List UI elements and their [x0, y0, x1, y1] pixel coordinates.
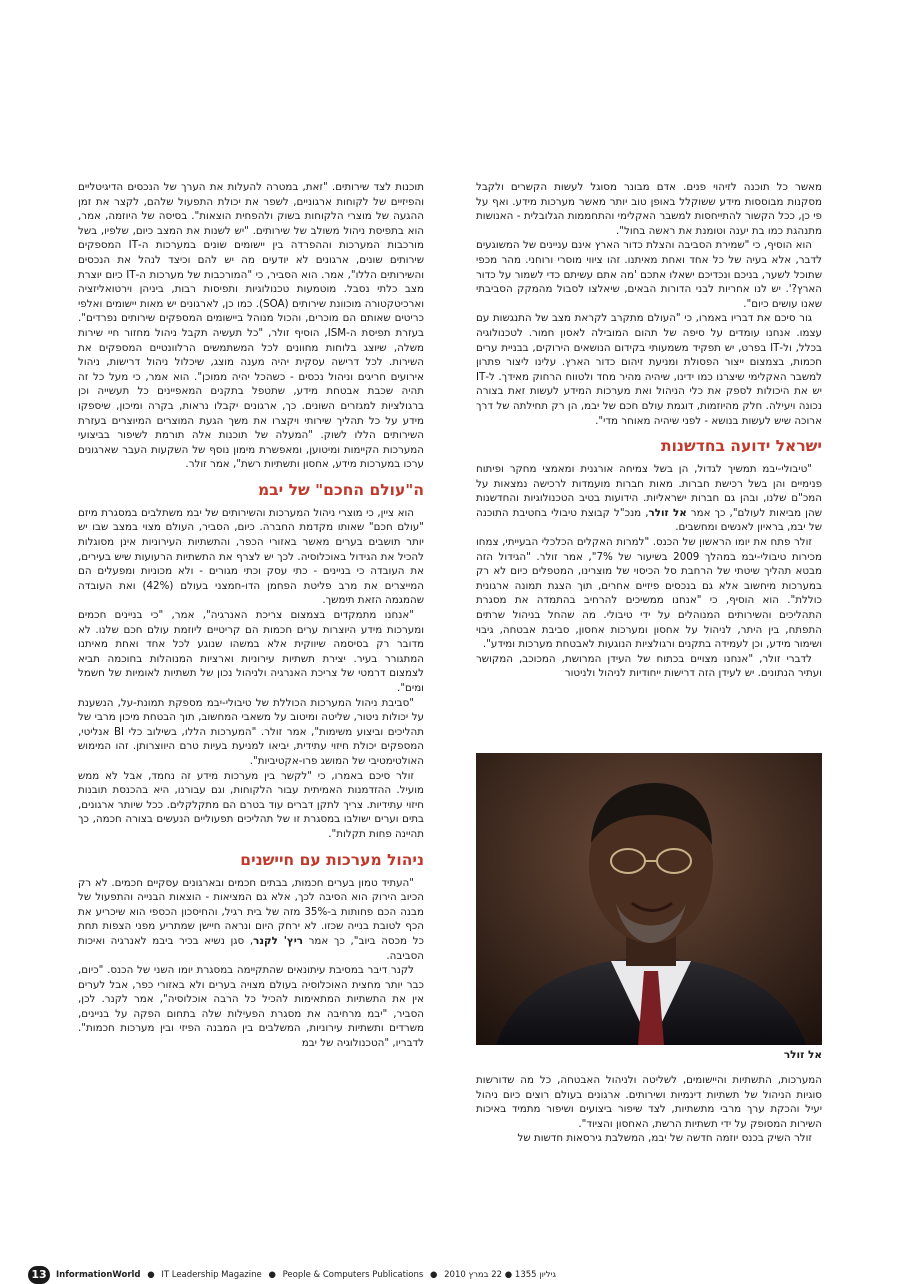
paragraph-text: , מנכ"ל קבוצת טיבולי בחטיבת התוכנה של יבמ, בראיון לאנשים ומחשבים.: [476, 506, 822, 534]
footer-magazine: IT Leadership Magazine: [161, 1270, 262, 1280]
person-name: אל זולר: [648, 506, 687, 519]
paragraph: לדברי זולר, "אנחנו מצויים בכתוח של העידן המרושת, המכוכב, המקושר ועתיר הנתונים. יש לעידן הזה דרישות ייחודיות לניהול ולניטור: [476, 652, 822, 680]
paragraph: "סביבת ניהול המערכות הכוללת של טיבולי-יבמ מספקת תמונת-על, הנשענת על יכולות ניטור, שליטה ומיטוב על משאבי המחשוב, תוך הבטחת מיכון מרבי של תהליכים וביצוע משימות", אמר זולר. "המערכות הללו, בשילוב כלי BI אנליטי, המספקים יכולת חיזוי עתידית, יביאו למניעת בעיות טרם היווצרותן. זהו המימוש האולטימטיבי של המושג פרו-אקטיביות".: [78, 696, 425, 767]
paragraph: זולר השיק בכנס יוזמה חדשה של יבמ, המשלבת גירסאות חדשות של: [517, 1132, 812, 1145]
page-number: 13: [28, 1266, 50, 1284]
paragraph: זולר סיכם באמרו, כי "לקשר בין מערכות מידע זה נחמד, אבל לא ממש מועיל. ההזדמנות האמיתית עבור הלקוחות, וגם עבורנו, היא בהכנסת תובנות חיזוי עתידיות. צריך לתקן דברים עוד בטרם הם מתקלקלים. ככל שיותר ארגונים, בתים וערים ישולבו במסגרת זו של תהליכים תפעוליים הנעשים בצורה חכמה, כך תהיינה פחות תקלות".: [78, 769, 424, 840]
subheading-smart-world: ה"עולם החכם" של יבמ: [257, 480, 424, 499]
paragraph: המערכות, התשתיות והיישומים, לשליטה ולניהול האבטחה, כל מה שדורשות סוגיות הניהול של תשתיות דינמיות ושירותים. ארגונים בעולם רוצים כיום ניהול יעיל והכקת ערך מרבי מתשתיות, לצד שיפור ביצועים ושיפור מתמיד באיכות השירות המסופק על ידי תשתיות הרשת, האחסון והציוד".: [476, 1074, 822, 1130]
portrait-illustration: [476, 753, 822, 1045]
article-column-right: [476, 180, 822, 681]
person-name: ריץ' לקנר: [253, 934, 303, 947]
footer-issue: גיליון 1355 ● 22 במרץ 2010: [444, 1270, 557, 1280]
paragraph-text: , סגן נשיא בכיר ביבמ לאנרגיה ואיכות הסביבה.: [78, 934, 424, 962]
bullet-icon: ●: [147, 1270, 155, 1280]
paragraph: תוכנות לצד שירותים. "זאת, במטרה להעלות את הערך של הנכסים הדיגיטליים והפיזיים של לקוחות ארגוניים, לשפר את יכולת התפעול שלהם, לקצר את זמן ההגעה של מוצרי הלקוחות בשוק ולהפחית הוצאות". בסיסה של היוזמה, אמר, הוא בתפיסת ניהול משולב של שירותים. "יש לשנות את המצב כיום, שלפיו, בשל מורכבות המערכות וההפרדה בין יישומים שונים במערכות ה-IT המספקים שירותים שונים, ארגונים לא יודעים מה יש להם וכיצד לנהל את הנכסים והשירותים הללו", אמר. הוא הסביר, כי "המורכבות של מערכות ה-IT כיום יוצרת מצב כלתי נסבל. מוטמעות טכנולוגיות ותפיסות רבות, ביניהן וירטואליזציה וארכיטקטורה מוכוונת שירותים (SOA). כמו כן, לארגונים יש מאות יישומים ואלפי כריטים שאותם הם מוכרים, והכול מנוהל ביישומים המספקים שירותים נפרדים". בעזרת תפיסת ה-ISM, הוסיף זולר, "כל תעשיה תקבל ניהול מחזור חיי שירות משלה, שיוצג בלוחות מחוונים לכל המשתמשים הרלוונטיים המספקים את השירות. לכל דרישה עסקית יהיה מענה מוצג, שיכלול ניהול דרישות, ניהול אירועים חריגים וניהול נכסים - כשהכל יהיה ממוכן". הוא אמר, כי מעל כל זה תהיה שכבת אבטחת מידע, שתטפל בתקנים המאפיינים כל תעשייה וכן ברגולציות למגזרים השונים. כך, ארגונים יקבלו נראות, בקרה ומיכון, שיספקו מידע על כל תהליך שירותי ויקצרו את משך הגעת המוצרים המיוצרים בעזרת השירותים הללו לשוק. "המעלה של תוכנות אלה תורמת לשיפור בביצועי המערכות הקיימות ומיטוען, ומאפשרת מימון נוסף של השקעות העבר שארגונים ערכו במערכות מידע, אחסון ותשתיות רשת", אמר זולר.: [78, 181, 425, 471]
bullet-icon: ●: [268, 1270, 276, 1280]
subheading-israel-innovation: ישראל ידועה בחדשנות: [661, 437, 822, 456]
paragraph: [476, 462, 822, 535]
paragraph: "אנחנו מתמקדים בצמצום צריכת האנרגיה", אמר, "כי בניינים חכמים ומערכות מידע היוצרות ערים חכמות הם קריטיים ליוזמת עולם חכם שלנו. לא מדובר רק בסיסמה שיווקית אלא במשהו שנוגע לכל אחד ואחת מאיתנו המתגורר בעיר. יצירת תשתיות עירוניות וארציות המנוהלות בחוכמה תביא לצמצום דרמטי של צריכת האנרגיה ולניהול נכון של תשתיות לאומיות של חשמל ומים".: [78, 609, 424, 694]
paragraph-text: "טיבולי-יבמ תמשיך לגדול, הן בשל צמיחה אורגנית ומאמצי מחקר ופיתוח פנימיים והן בשל רכישת חברות. מאות חברות מועמדות לרכישה נמצאות על המכ"ם שלנו, ובהן גם חברות ישראליות. הידועות בטיב הטכנולוגיות והחדשנות שהן מביאות לעולם", כך אמר: [476, 463, 822, 519]
paragraph: [78, 876, 424, 964]
paragraph: לקנר דיבר במסיבת עיתונאים שהתקיימה במסגרת יומו השני של הכנס. "כיום, כבר יותר מחצית האוכלוסיה בעולם מצויה בערים ולא באזורי כפר, אבל לערים אין את התשתיות המתאימות להכיל כל הרבה אוכלוסיה", אמר לקנר. לכן, הסביר, "יבמ מרחיבה את מסגרת הפעילות שלה בתחום הפקה על בניינים, משרדים ותשתיות עירוניות, המשלבים בין המבנה הפיזי ובין מערכות חכמות". לדבריו, "הטכנולוגיה של יבמ: [78, 964, 424, 1050]
bullet-icon: ●: [430, 1270, 438, 1280]
paragraph: מאשר כל תוכנה לזיהוי פנים. אדם מבונר מסוגל לעשות הקשרים ולקבל מסקנות מבוססות מידע ששוקלל באופן טוב יותר מאשר מערכות מידע. ואף על פי כן, ככל הקשור להתייחסות למשבר האקלימי והתחממות הגלובלית - האנושות מתנהגת כמו בת יענה וטומנת את ראשה בחול".: [476, 181, 822, 237]
photo-caption: אל זולר: [783, 1049, 822, 1061]
subheading-sensor-management: ניהול מערכות עם חיישנים: [240, 850, 424, 869]
portrait-photo: [476, 753, 822, 1045]
article-column-right-bottom: [476, 1073, 822, 1146]
paragraph: גור סיכם את דבריו באמרו, כי "העולם מתקרב לקראת מצב של התנגשות עם עצמו. אנחנו עומדים על סיפה של תהום המובילה לאסון חמור. לטכנולוגיה בכלל, ול-IT בפרט, יש תפקיד משמעותי בקידום הנושאים הירוקים, בבניית ערים חכמות, בצמצום ייצור הפסולת ומניעת זיהום כדור הארץ. עלינו ליצור פתרון למשבר האקלימי שיצרנו כמו ידינו, שיהיה מהיר מחד ולטווח הרחוק מאידך. ל-IT יש את היכולות לספק את כלי הניהול ואת מערכות המידע לעשות זאת בצורה נכונה ויעילה. חלק מהיוזמות, דוגמת עולם חכם של יבמ, הן רק תחילתה של דרך ארוכה שיש לעשות בנושא - לפני שיהיה מאוחר מדי".: [476, 312, 822, 427]
paragraph: הוא ציין, כי מוצרי ניהול המערכות והשירותים של יבמ משתלבים במסגרת מיזם "עולם חכם" שאותו מקדמת החברה. כיום, הסביר, העולם מצוי במצב שבו יש יותר תושבים בערים מאשר באזורי הכפר, והתשתיות העירוניות אינן מסוגלות להכיל את הגידול באוכלוסיה. לכך יש לצרף את התשתיות הרעועות שיש בעירים, את העובדה כי בניינים - כתי עסק וכתי מגורים - ולא מכוניות ומפעלים הם המייצרים את מרב פליטת הפחמן הדו-חמצני בעולם (42%) ואת העובדה שהמגמה הזאת תימשך.: [78, 506, 424, 607]
article-column-left: [78, 180, 424, 1051]
paragraph: הוא הוסיף, כי "שמירת הסביבה והצלת כדור הארץ אינם עניינים של המשוגעים לדבר, אלא בעיה של כל אחד ואחת מאיתנו. זהו ציווי מוסרי ורוחני. מהר מכפי שתוכל לשער, בניכם ונכדיכם ישאלו אתכם 'מה אתם עשיתם כדי לשמור על כדור הארץ?'. יש לנו אחריות לבני הדורות הבאים, שיאלצו לסבול מהמקק הסביבתי שאנו עושים כיום".: [476, 239, 822, 310]
footer-brand: InformationWorld: [56, 1270, 141, 1280]
paragraph-text: "העתיד טמון בערים חכמות, בבתים חכמים ובארגונים עסקיים חכמים. לא רק הכיוב הירוק הוא הסיבה לכך, אלא גם המציאות - הוצאות הבנייה והתפעול של מבנה הכם פחותות ב-35% מזה של בית רגיל, והחיסכון הכספי הוא שיכריע את הכף לטובת בנייה שכזו. לא ירחק היום ונראה חיישן שמתריע מפני הצפות תחת כל מכסה ביוב", כך אמר: [78, 876, 424, 947]
footer-publisher: People & Computers Publications: [282, 1270, 424, 1280]
footer-text: [56, 1270, 556, 1280]
paragraph: זולר פתח את יומו הראשון של הכנס. "למרות האקלים הכלכלי הבעייתי, צמחו מכירות טיבולי-יבמ במהלך 2009 בשיעור של 7%", אמר זולר. "הגידול הזה מבטא תהליך שיטתי של הרחבת סל הכיסוי של מוצרינו, המטפלים כיום לא רק במערכות מיחשוב אלא גם בנכסים פיזיים אחרים, תוך הצגת תמונה ארגונית כוללת". הוא הוסיף, כי "אנחנו ממשיכים להרחיב בהתמדה את מסגרת התהליכים והשירותים המנוהלים על ידי טיבולי. מה שהחל בניהול שרתים התפתח, בין היתר, לניהול על אחסון ומערכות אחסון, סביבת אבטחה, גיבוי ושימור מידע, וכן לעמידה בתקנים ורגולציות הנוגעות לאבטחת מערכות ומידע".: [476, 536, 822, 651]
